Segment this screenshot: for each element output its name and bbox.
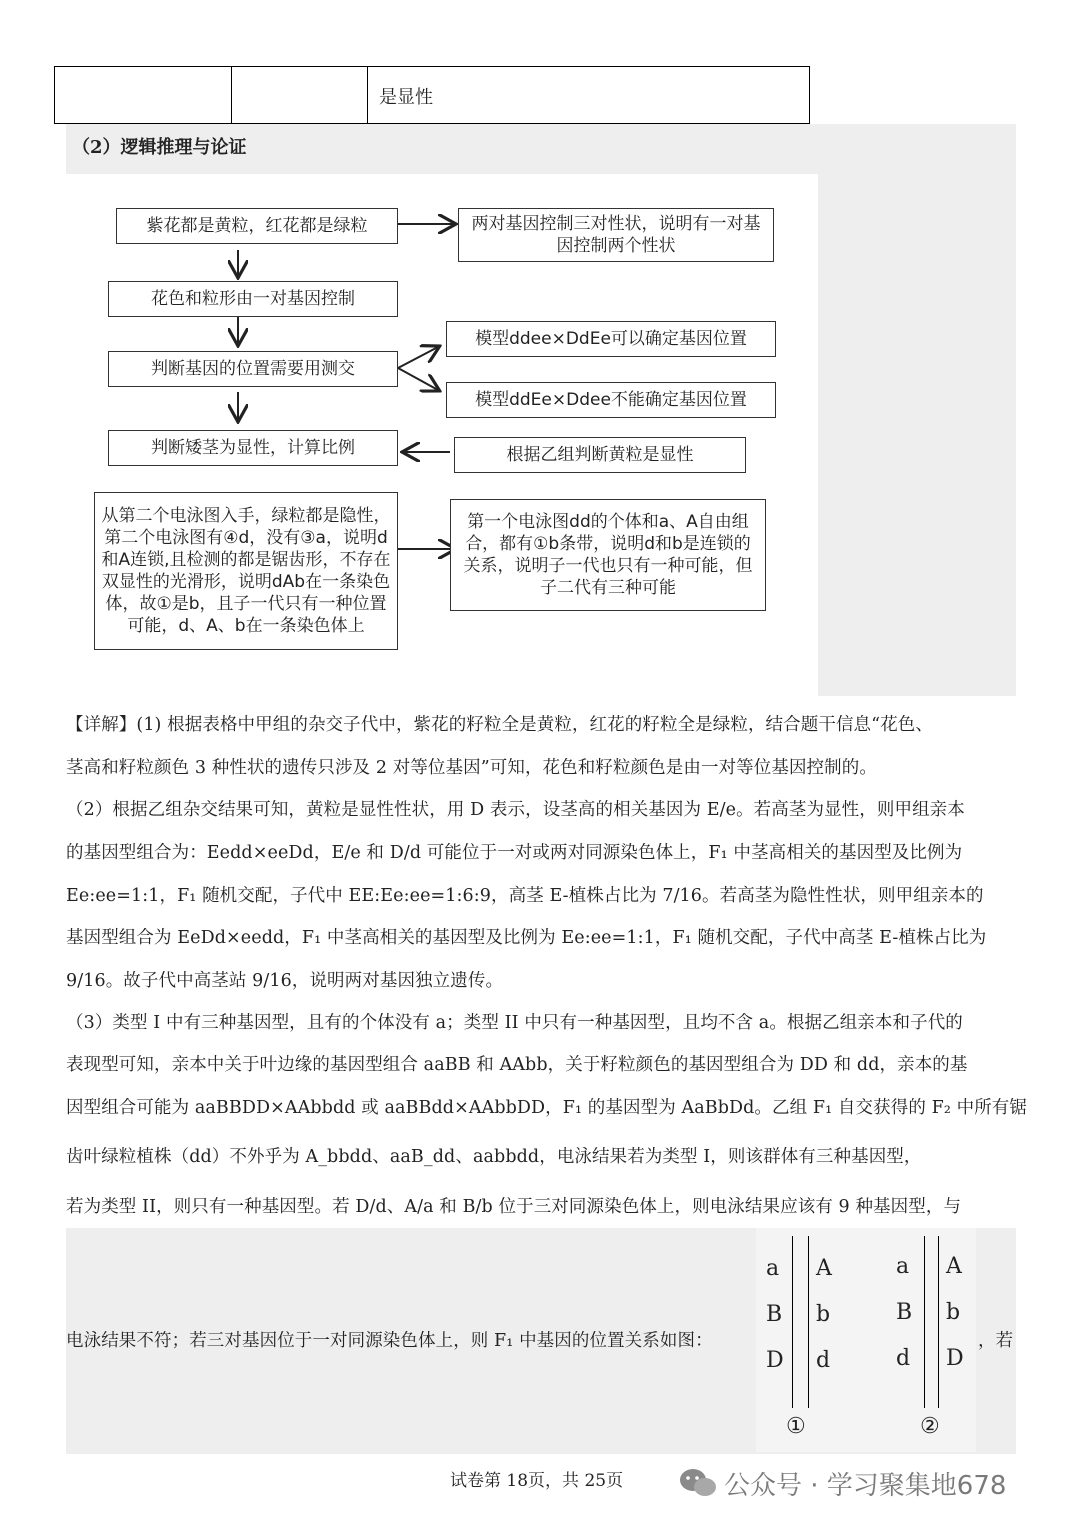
figure-label: ①	[786, 1414, 806, 1439]
paragraph-line: Ee:ee=1:1，F₁ 随机交配，子代中 EE:Ee:ee=1:6:9，高茎 E-植株占比为 7/16。若高茎为隐性性状，则甲组亲本的	[66, 886, 984, 906]
flow-box-8: 根据乙组判断黄粒是显性	[454, 437, 746, 473]
flow-box-7: 判断矮茎为显性，计算比例	[108, 430, 398, 466]
gray-background	[818, 124, 1016, 696]
paragraph-line: 电泳结果不符；若三对基因位于一对同源染色体上，则 F₁ 中基因的位置关系如图：	[66, 1331, 713, 1351]
flow-box-9: 从第二个电泳图入手，绿粒都是隐性，第二个电泳图有④d，没有③a，说明d和A连锁,且检测的都是锯齿形，不存在双显性的光滑形，说明dAb在一条染色体，故①是b，且子一代只有一种位置可能，d、A、b在一条染色体上	[94, 492, 398, 650]
table-divider	[367, 67, 368, 123]
paragraph-line: 齿叶绿粒植株（dd）不外乎为 A_bbdd、aaB_dd、aabbdd，电泳结果若为类型 I，则该群体有三种基因型，	[66, 1147, 922, 1167]
top-table	[54, 66, 810, 124]
paragraph-line: （3）类型 I 中有三种基因型，且有的个体没有 a；类型 II 中只有一种基因型，且均不含 a。根据乙组亲本和子代的	[66, 1013, 963, 1033]
paragraph-line: 表现型可知，亲本中关于叶边缘的基因型组合 aaBB 和 AAbb，关于籽粒颜色的基因型组合为 DD 和 dd，亲本的基	[66, 1055, 968, 1075]
allele-label: b	[816, 1302, 831, 1327]
allele-label: B	[896, 1300, 913, 1325]
flow-box-3: 花色和粒形由一对基因控制	[108, 281, 398, 317]
flowchart	[66, 174, 818, 696]
flow-box-6: 模型ddEe×Ddee不能确定基因位置	[446, 382, 776, 418]
allele-label: A	[946, 1254, 962, 1279]
allele-label: B	[766, 1302, 783, 1327]
paragraph-line: 9/16。故子代中高茎站 9/16，说明两对基因独立遗传。	[66, 971, 504, 991]
chromosome-line	[924, 1236, 925, 1408]
paragraph-line: （2）根据乙组杂交结果可知，黄粒是显性性状，用 D 表示，设茎高的相关基因为 E/e。若高茎为显性，则甲组亲本	[66, 800, 965, 820]
allele-label: D	[766, 1348, 784, 1373]
chromosome-line	[938, 1236, 939, 1408]
page-footer: 试卷第 18页，共 25页	[450, 1471, 624, 1491]
paragraph-line: 基因型组合为 EeDd×eedd，F₁ 中茎高相关的基因型及比例为 Ee:ee=1:1，F₁ 随机交配，子代中高茎 E-植株占比为	[66, 928, 987, 948]
allele-label: A	[816, 1256, 832, 1281]
chromosome-line	[792, 1236, 793, 1408]
section-heading: （2）逻辑推理与论证	[72, 137, 247, 158]
table-cell: 是显性	[379, 87, 433, 108]
paragraph-line: 因型组合可能为 aaBBDD×AAbbdd 或 aaBBdd×AAbbDD，F₁ 的基因型为 AaBbDd。乙组 F₁ 自交获得的 F₂ 中所有锯	[66, 1098, 1027, 1118]
figure-label: ②	[920, 1414, 940, 1439]
allele-label: d	[816, 1348, 831, 1373]
flow-box-2: 两对基因控制三对性状，说明有一对基因控制两个性状	[458, 208, 774, 262]
allele-label: a	[766, 1256, 780, 1281]
paragraph-line: 茎高和籽粒颜色 3 种性状的遗传只涉及 2 对等位基因”可知，花色和籽粒颜色是由一对等位基因控制的。	[66, 758, 877, 778]
paragraph-line: ，若	[978, 1331, 1014, 1351]
chromosome-line	[808, 1236, 809, 1408]
allele-label: b	[946, 1300, 961, 1325]
flow-box-4: 模型ddee×DdEe可以确定基因位置	[446, 321, 776, 357]
allele-label: a	[896, 1254, 910, 1279]
paragraph-line: 【详解】(1) 根据表格中甲组的杂交子代中，紫花的籽粒全是黄粒，红花的籽粒全是绿粒，结合题干信息“花色、	[66, 715, 933, 735]
paragraph-line: 的基因型组合为：Eedd×eeDd，E/e 和 D/d 可能位于一对或两对同源染色体上，F₁ 中茎高相关的基因型及比例为	[66, 843, 963, 863]
flow-box-5: 判断基因的位置需要用测交	[108, 351, 398, 387]
wechat-icon	[678, 1466, 718, 1500]
flow-box-10: 第一个电泳图dd的个体和a、A自由组合，都有①b条带，说明d和b是连锁的关系，说明子一代也只有一种可能，但子二代有三种可能	[450, 499, 766, 611]
chromosome-figure	[756, 1228, 976, 1452]
allele-label: d	[896, 1346, 911, 1371]
allele-label: D	[946, 1346, 964, 1371]
flow-box-1: 紫花都是黄粒，红花都是绿粒	[116, 208, 398, 244]
paragraph-line: 若为类型 II，则只有一种基因型。若 D/d、A/a 和 B/b 位于三对同源染色体上，则电泳结果应该有 9 种基因型，与	[66, 1197, 962, 1217]
table-divider	[231, 67, 232, 123]
watermark-text: 公众号 · 学习聚集地678	[724, 1471, 1007, 1501]
